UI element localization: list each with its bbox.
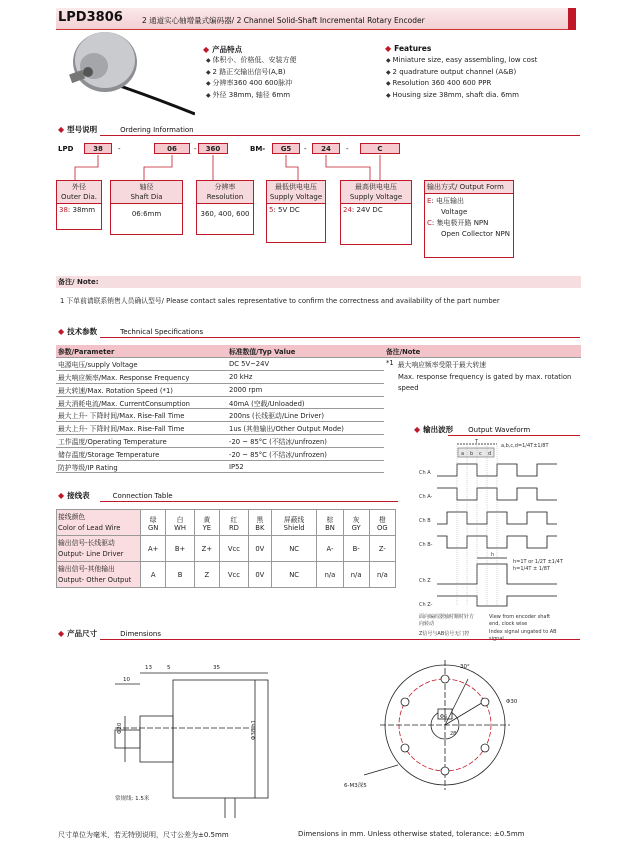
dimensions-title: ◆ 产品尺寸 Dimensions [58, 629, 162, 638]
encoder-cable [120, 86, 195, 114]
option-output-form: 输出方式/ Output Form E: 电压输出 Voltage C: 集电极开路 NPN Open Collector NPN [424, 180, 514, 258]
dim-5: 5 [167, 665, 171, 671]
bullet-icon: ◆ [58, 327, 65, 336]
feature-en: ◆ Resolution 360 400 600 PPR [386, 78, 537, 90]
note-text: 1 下单前请联系销售人员确认型号/ Please contact sales representative to confirm the correctness and availability of the part number [60, 297, 500, 305]
dim-10: 10 [123, 677, 130, 683]
wave-z-cn: Z信号与AB信号无门控 [419, 631, 470, 637]
wave-caption-en: View from encoder shaft [489, 614, 551, 620]
wave-letter: b [470, 451, 474, 457]
option-resolution: 分辨率 Resolution 360, 400, 600 [196, 180, 254, 235]
dim-phi30: Φ30 [506, 699, 518, 705]
option-max-voltage: 最高供电电压 Supply Voltage 24: 24V DC [340, 180, 412, 245]
connection-title: ◆ 接线表 Connection Table [58, 491, 173, 500]
bullet-icon: ◆ [414, 425, 421, 434]
channel-label: Ch A- [419, 494, 433, 500]
wave-letter: c [479, 451, 482, 457]
section-rule [100, 135, 580, 136]
option-min-voltage: 最低供电电压 Supply Voltage 5: 5V DC [266, 180, 326, 243]
spec-row: 防护等级/IP Rating IP52 [56, 460, 581, 473]
other-output-row: 输出信号-其他输出 Output- Other Output A B Z Vcc 0V NC n/a n/a n/a [57, 562, 396, 588]
code-min-voltage: G5 [272, 143, 300, 154]
spec-row: 电源电压/supply Voltage DC 5V~24V *1 最大响应频率受限于最大转速 Max. response frequency is gated by max. rotation speed [58, 359, 572, 393]
code-shaft: 06 [154, 143, 190, 154]
bullet-icon: ◆ [203, 45, 210, 54]
wave-h2: h=1/4T ± 1/8T [513, 566, 550, 572]
features-title-en: ◆ Features [385, 44, 432, 53]
shaft-end [83, 67, 93, 77]
features-title-cn: ◆ 产品特点 [203, 45, 243, 54]
code-output: C [360, 143, 400, 154]
dim-m3: 6-M3深5 [344, 783, 367, 789]
bullet-icon: ◆ [58, 491, 65, 500]
feature-en: ◆ Miniature size, easy assembling, low cost [386, 55, 537, 67]
feature-cn: ◆ 外径 38mm, 轴径 6mm [206, 90, 297, 102]
waveform-diagram [415, 436, 585, 646]
wave-caption-cn: 面向编码器轴时顺时针方 [419, 614, 475, 620]
option-shaft-dia: 轴径 Shaft Dia 06:6mm [110, 180, 183, 235]
ordering-title: ◆ 型号说明 Ordering Information [58, 125, 194, 134]
feature-cn: ◆ 体积小、价格低、安装方便 [206, 55, 297, 67]
dim-30deg: 30° [460, 664, 470, 670]
bullet-icon: ◆ [58, 629, 65, 638]
wave-h: h [491, 552, 495, 558]
side-view-drawing [95, 658, 285, 823]
section-rule [100, 337, 580, 338]
footnote-cn: 尺寸单位为毫米，若无特别说明，尺寸公差为±0.5mm [58, 831, 229, 839]
wave-caption-en: end, clock wise [489, 621, 528, 627]
spec-row: 最大消耗电流/Max. CurrentConsumption 40mA (空载/Unloaded) [56, 396, 581, 409]
cable-length: 常规线: 1.5米 [115, 796, 150, 802]
dim-phi6: Φ6 [440, 714, 448, 720]
footnote-en: Dimensions in mm. Unless otherwise stated, tolerance: ±0.5mm [298, 830, 525, 838]
section-rule [100, 501, 398, 502]
waveform-title: ◆ 输出波形 Output Waveform [414, 425, 531, 434]
features-list-en [386, 55, 537, 101]
bullet-icon: ◆ [58, 125, 65, 134]
wave-letter: d [488, 451, 492, 457]
wave-T: T [475, 439, 479, 445]
spec-row: 储存温度/Storage Temperature -20 ~ 85°C (不结冰/unfrozen) [56, 447, 581, 460]
wave-abcd: a,b,c,d=1/4T±1/8T [501, 443, 549, 449]
note-title: 备注/ Note: [58, 278, 99, 286]
features-list-cn [206, 55, 297, 101]
channel-label: Ch B- [419, 542, 433, 548]
feature-en: ◆ 2 quadrature output channel (A&B) [386, 67, 537, 79]
model-name: LPD3806 [58, 10, 123, 25]
wave-z-en: Index signal ungated to AB [489, 629, 557, 635]
wave-h1: h=1T or 1/2T ±1/4T [513, 559, 563, 565]
code-sep: - [346, 145, 349, 153]
feature-en: ◆ Housing size 38mm, shaft dia. 6mm [386, 90, 537, 102]
code-max-voltage: 24 [312, 143, 340, 154]
front-view-drawing [340, 655, 540, 820]
code-prefix: LPD [58, 145, 74, 153]
dim-phi20: Φ20 [117, 722, 123, 734]
color-row: 接线颜色 Color of Lead Wire 绿 GN 白 WH 黄 YE 红 RD 黑 BK 屏蔽线 Shield 棕 BN 灰 GY 橙 OG [57, 510, 396, 536]
wave-caption-cn: 向转动 [419, 621, 435, 627]
feature-cn: ◆ 2 路正交输出信号(A,B) [206, 67, 297, 79]
spec-row: 工作温度/Operating Temperature -20 ~ 85°C (不结冰/unfrozen) [56, 435, 581, 448]
encoder-photo [60, 28, 195, 123]
spec-header: 参数/Parameter 标准数值/Typ Value 备注/Note [56, 345, 581, 358]
code-sep: - [304, 145, 307, 153]
channel-label: Ch Z [419, 578, 431, 584]
channel-label: Ch A [419, 470, 431, 476]
spec-row: 最大上升- 下降时间/Max. Rise-Fall Time 1us (其他输出/Other Output Mode) [56, 422, 581, 435]
dim-35: 35 [213, 665, 220, 671]
connection-table [56, 509, 396, 588]
channel-label: Ch B [419, 518, 431, 524]
spec-row: 最大上升- 下降时间/Max. Rise-Fall Time 200ns (长线驱动/Line Driver) [56, 409, 581, 422]
product-subtitle: 2 通道实心轴增量式编码器/ 2 Channel Solid-Shaft Incremental Rotary Encoder [142, 16, 425, 25]
note-bar [56, 276, 581, 288]
dim-13: 13 [145, 665, 152, 671]
code-sep: - [194, 145, 197, 153]
tech-title: ◆ 技术参数 Technical Specifications [58, 327, 204, 336]
feature-cn: ◆ 分辨率360 400 600脉冲 [206, 78, 297, 90]
section-rule [100, 639, 580, 640]
code-diameter: 38 [84, 143, 112, 154]
code-bm: BM- [250, 145, 266, 153]
wave-letter: a [461, 451, 465, 457]
dim-28: 28 [450, 731, 457, 737]
code-resolution: 360 [198, 143, 228, 154]
spec-row: 最大响应频率/Max. Response Frequency 20 kHz [56, 371, 581, 384]
dim-phi38: Φ38 h1 [251, 719, 257, 740]
code-sep: - [118, 145, 121, 153]
option-outer-dia: 外径 Outer Dia. 38: 38mm [56, 180, 102, 230]
title-accent [568, 8, 576, 30]
line-driver-row: 输出信号-长线驱动 Output- Line Driver A+ B+ Z+ Vcc 0V NC A- B- Z- [57, 536, 396, 562]
spec-row: 最大转速/Max. Rotation Speed (*1) 2000 rpm [56, 383, 581, 396]
channel-label: Ch Z- [419, 602, 433, 608]
bullet-icon: ◆ [385, 44, 392, 53]
